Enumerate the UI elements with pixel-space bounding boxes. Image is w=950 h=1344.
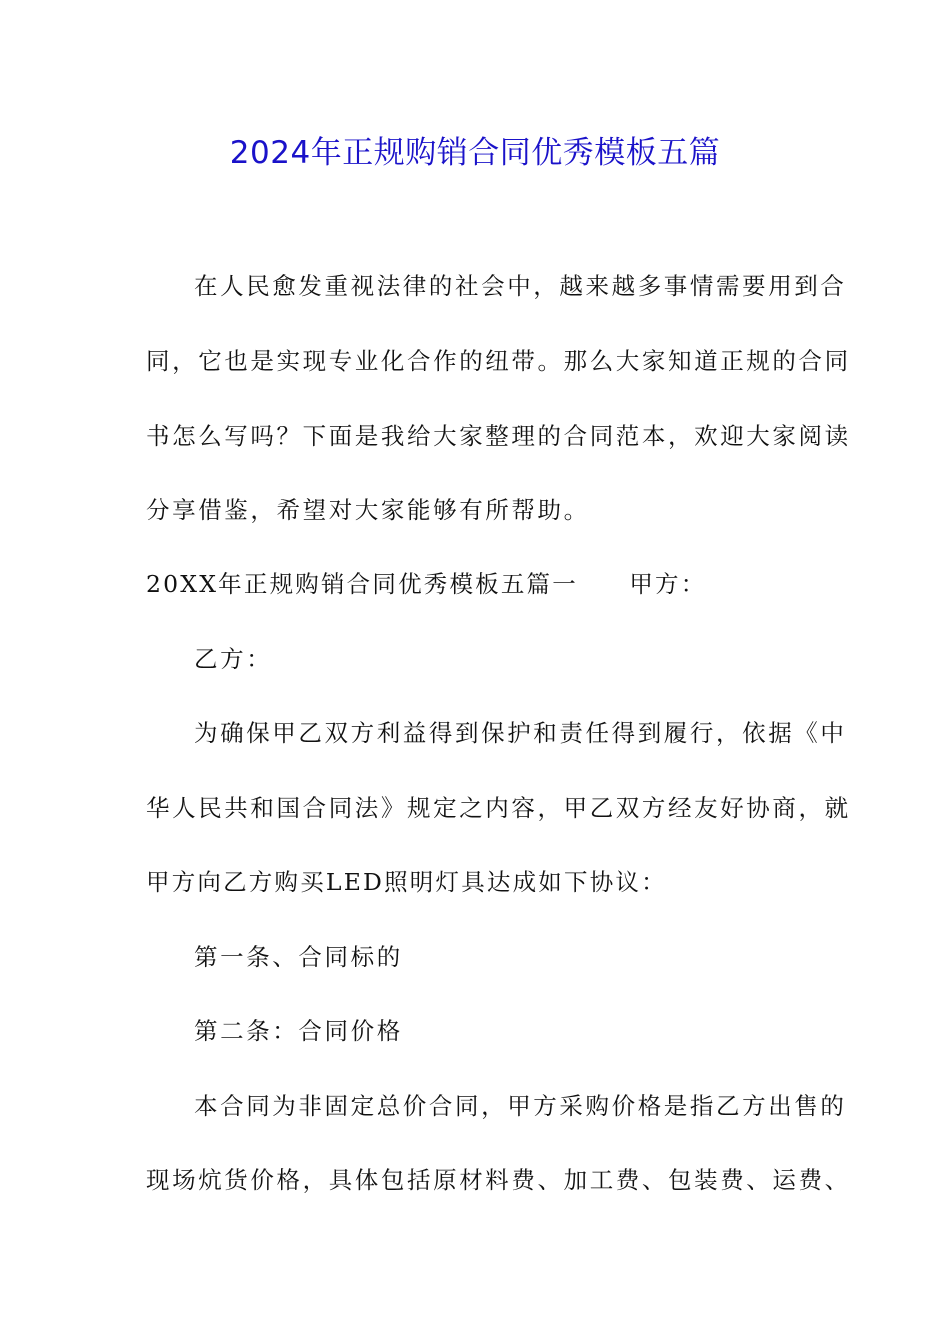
- document-title: 2024年正规购销合同优秀模板五篇: [229, 135, 721, 171]
- paragraph-line-price-2: 现场炕货价格，具体包括原材料费、加工费、包装费、运费、: [146, 1166, 851, 1194]
- paragraph-line-intro-2: 同，它也是实现专业化合作的纽带。那么大家知道正规的合同: [146, 347, 851, 375]
- paragraph-line-purpose-3: 甲方向乙方购买LED照明灯具达成如下协议：: [146, 868, 667, 896]
- section-heading-line: 20XX年正规购销合同优秀模板五篇一 甲方：: [146, 570, 707, 598]
- paragraph-line-purpose-1: 为确保甲乙双方利益得到保护和责任得到履行，依据《中: [194, 719, 847, 747]
- paragraph-line-intro-1: 在人民愈发重视法律的社会中，越来越多事情需要用到合: [194, 272, 847, 300]
- article-one-heading: 第一条、合同标的: [194, 943, 403, 971]
- paragraph-line-intro-3: 书怎么写吗？下面是我给大家整理的合同范本，欢迎大家阅读: [146, 422, 851, 450]
- paragraph-line-price-1: 本合同为非固定总价合同，甲方采购价格是指乙方出售的: [194, 1092, 847, 1120]
- paragraph-line-intro-4: 分享借鉴，希望对大家能够有所帮助。: [146, 496, 590, 524]
- article-two-heading: 第二条：合同价格: [194, 1017, 403, 1045]
- party-b-line: 乙方：: [194, 645, 273, 673]
- paragraph-line-purpose-2: 华人民共和国合同法》规定之内容，甲乙双方经友好协商，就: [146, 794, 851, 822]
